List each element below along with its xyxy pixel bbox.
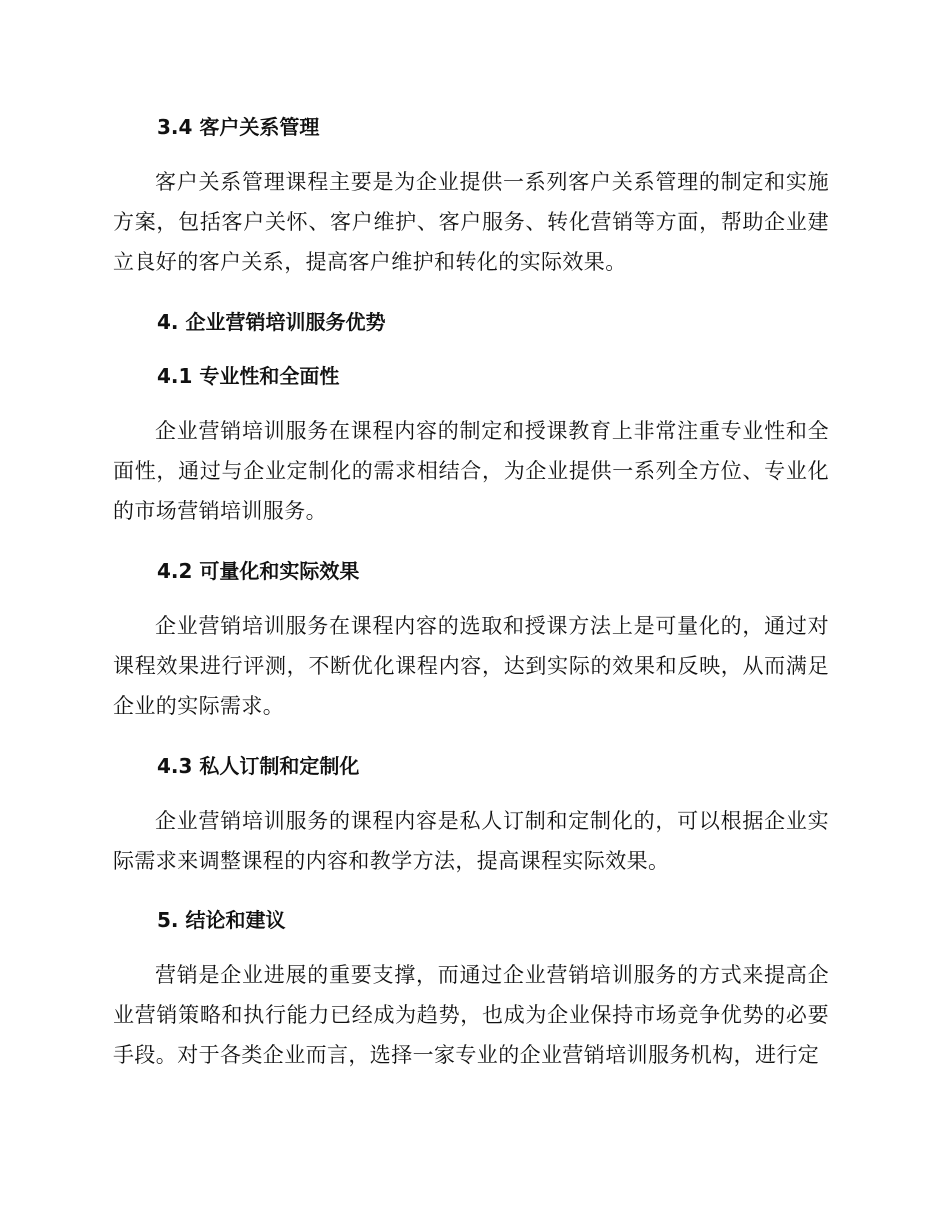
section-heading-3-4: 3.4 客户关系管理	[157, 115, 320, 139]
paragraph-3-4: 客户关系管理课程主要是为企业提供一系列客户关系管理的制定和实施方案，包括客户关怀、客户维护、客户服务、转化营销等方面，帮助企业建立良好的客户关系，提高客户维护和转化的实际效果。	[113, 170, 829, 274]
paragraph-4-2: 企业营销培训服务在课程内容的选取和授课方法上是可量化的，通过对课程效果进行评测，不断优化课程内容，达到实际的效果和反映，从而满足企业的实际需求。	[113, 614, 829, 718]
section-heading-4: 4. 企业营销培训服务优势	[157, 310, 386, 334]
section-heading-5: 5. 结论和建议	[157, 908, 286, 932]
paragraph-4-3: 企业营销培训服务的课程内容是私人订制和定制化的，可以根据企业实际需求来调整课程的内容和教学方法，提高课程实际效果。	[113, 809, 829, 873]
paragraph-4-1: 企业营销培训服务在课程内容的制定和授课教育上非常注重专业性和全面性，通过与企业定制化的需求相结合，为企业提供一系列全方位、专业化的市场营销培训服务。	[113, 419, 829, 523]
paragraph-5: 营销是企业进展的重要支撑，而通过企业营销培训服务的方式来提高企业营销策略和执行能力已经成为趋势，也成为企业保持市场竞争优势的必要手段。对于各类企业而言，选择一家专业的企业营销培训服务机构，进行定	[113, 963, 829, 1067]
section-heading-4-1: 4.1 专业性和全面性	[157, 364, 340, 388]
section-heading-4-2: 4.2 可量化和实际效果	[157, 559, 360, 583]
section-heading-4-3: 4.3 私人订制和定制化	[157, 754, 360, 778]
